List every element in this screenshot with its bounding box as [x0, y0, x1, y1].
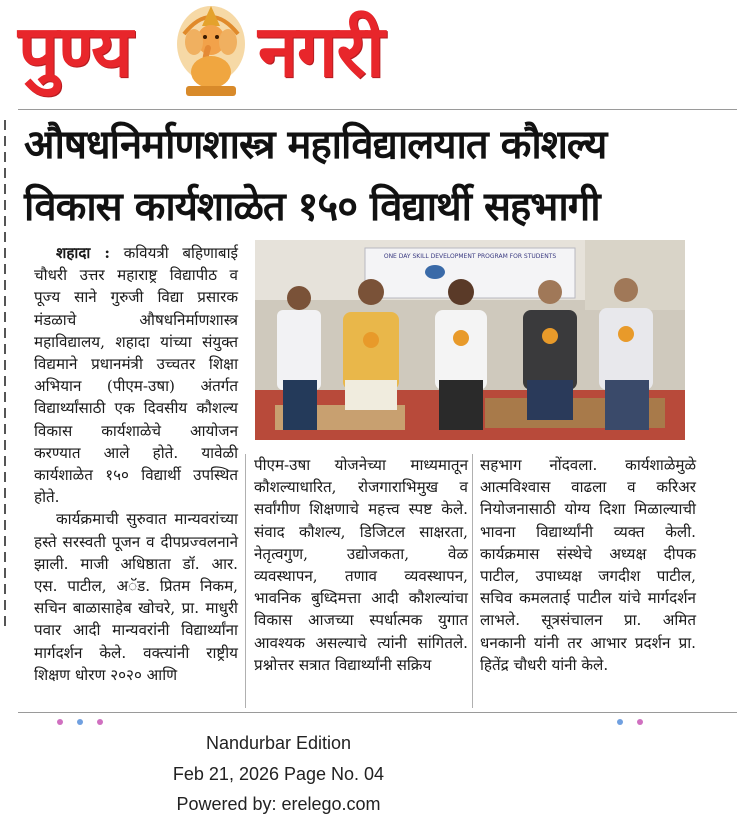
dateline: शहादा : — [56, 244, 110, 262]
ganesha-logo-icon — [172, 4, 250, 100]
article-paragraph-3: पीएम-उषा योजनेच्या माध्यमातून कौशल्याधारित, रोजगाराभिमुख व सर्वांगीण शिक्षणाचे महत्त्व स्पष्ट केले. संवाद कौशल्य, डिजिटल साक्षरता, नेतृत्वगुण, उद्योजकता, वेळ व्यवस्थापन, तणाव व्यवस्थापन, भावनिक बुध्दिमत्ता आदी कौशल्यांचा विकास आजच्या स्पर्धात्मक युगात आवश्यक असल्याचे त्यांनी सांगितले. प्रश्नोत्तर सत्रात विद्यार्थ्यांनी सक्रिय — [254, 456, 468, 674]
date-page-label: Feb 21, 2026 Page No. 04 — [172, 764, 385, 784]
masthead-rule — [18, 109, 737, 110]
article-paragraph-1 — [34, 242, 238, 508]
decorative-dots — [20, 716, 720, 726]
article-bottom-rule — [18, 712, 737, 713]
adjacent-column-edge — [0, 114, 14, 714]
masthead-name-left: पुण्य — [18, 9, 132, 93]
photo-banner-text: ONE DAY SKILL DEVELOPMENT PROGRAM FOR STUDENTS — [383, 253, 557, 260]
article-paragraph-2: कार्यक्रमाची सुरुवात मान्यवरांच्या हस्ते सरस्वती पूजन व दीपप्रज्वलनाने झाली. माजी अधिष्ठाता डॉ. आर. एस. पाटील, अॅड. प्रितम निकम, सचिन बाळासाहेब खोचरे, प्रा. माधुरी पवार आदी मान्यवरांनी विद्यार्थ्यांना मार्गदर्शन केले. वक्त्यांनी राष्ट्रीय शिक्षण धोरण २०२० आणि — [34, 510, 238, 684]
masthead-name-right: नगरी — [258, 9, 384, 93]
article-paragraph-4: सहभाग नोंदवला. कार्यशाळेमुळे आत्मविश्वास वाढला व करिअर नियोजनासाठी योग्य दिशा मिळाल्याची भावना विद्यार्थ्यांनी व्यक्त केली. कार्यक्रमास संस्थेचे अध्यक्ष दीपक पाटील, उपाध्यक्ष जगदीश पाटील, सचिव कमलताई पाटील यांचे मार्गदर्शन लाभले. सूत्रसंचालन प्रा. अमित धनकानी यांनी तर आभार प्रदर्शन प्रा. हितेंद्र चौधरी यांनी केले. — [480, 456, 696, 674]
column-separator — [472, 454, 473, 708]
headline-line-2: विकास कार्यशाळेत १५० विद्यार्थी सहभागी — [24, 184, 600, 230]
article-column-1 — [34, 242, 238, 686]
paragraph-1-text: कवियत्री बहिणाबाई चौधरी उत्तर महाराष्ट्र विद्यापीठ व पूज्य साने गुरुजी विद्या प्रसारक मंडळाचे औषधनिर्माणशास्त्र महाविद्यालय, शहादा यांच्या संयुक्त विद्यमाने प्रधानमंत्री उच्चतर शिक्षा अभियान (पीएम-उषा) अंतर्गत विद्यार्थ्यांसाठी एक दिवसीय कौशल्य विकास कार्यशाळेचे आयोजन करण्यात आले होते. यावेळी कार्यशाळेत १५० विद्यार्थी उपस्थित होते. — [34, 244, 238, 507]
edition-label: Nandurbar Edition — [205, 733, 352, 753]
powered-by-link[interactable]: Powered by: erelego.com — [176, 794, 381, 814]
event-photo — [255, 240, 685, 440]
masthead — [0, 0, 737, 108]
headline-line-1: औषधनिर्माणशास्त्र महाविद्यालयात कौशल्य — [24, 122, 607, 168]
column-separator — [245, 454, 246, 708]
article-column-3 — [480, 454, 696, 676]
article-column-2 — [254, 454, 468, 676]
